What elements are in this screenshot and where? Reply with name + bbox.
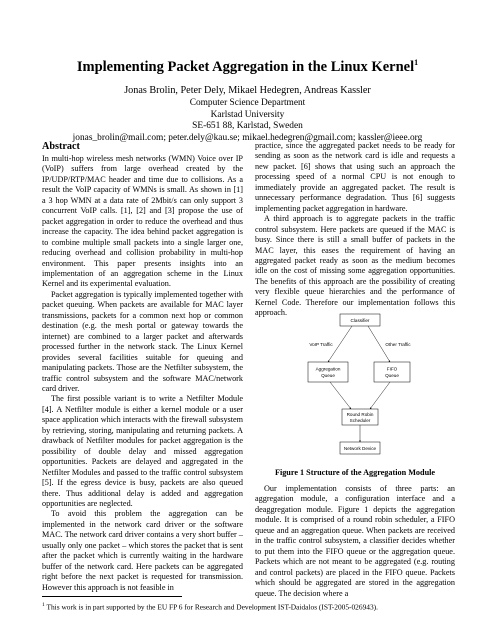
aggregation-to-scheduler-arrow [330,382,351,409]
body-paragraph: A third approach is to aggregate packets in the traffic control subsystem. Here packets are queued if the MAC is busy. Since there is still a small buffer of packets in the MAC layer, this eases the requirement of having an aggregated packet ready as soon as the medium becomes idle on the cost of missing some aggregation opportunities. The benefits of this approach are the possibility of creating very flexible queue hierarchies and the performance of Kernel Code. Therefore our implementation follows this approach. [255,214,455,318]
title-text: Implementing Packet Aggregation in the Linux Kernel [76,58,415,75]
affiliation [0,98,495,145]
left-column [42,141,243,593]
affiliation-emails: jonas_brolin@mail.com; peter.dely@kau.se; mikael.hedegren@gmail.com; kassler@ieee.org [72,133,423,144]
fifo-queue-label-2: Queue [385,373,399,378]
network-device-label: Network Device [343,445,377,451]
title-footnote-mark: 1 [414,58,419,67]
figure-caption: Figure 1 Structure of the Aggregation Module [274,468,436,477]
voip-traffic-label: VoIP Traffic [309,342,333,347]
affiliation-department: Computer Science Department [189,98,306,108]
affiliation-university: Karlstad University [210,109,285,120]
right-column [255,141,455,319]
aggregation-module-figure [278,310,428,464]
aggregation-queue-box [308,362,348,382]
body-paragraph: practice, since the aggregated packet needs to be ready for sending as soon as the network card is idle and requests a new packet. [6] shows that using such an approach the processing speed of a normal CPU is not enough to immediately provide an aggregated packet. The result is unnecessary performance degradation. Thus [6] suggests implementing packet aggregation in hardware. [255,141,455,213]
body-paragraph: The first possible variant is to write a Netfilter Module [4]. A Netfilter module is either a kernel module or a user space application which interacts with the firewall subsystem by retrieving, storing, manipulating and returning packets. A drawback of Netfilter modules for packet aggregation is the possibility of double delay and missed aggregation opportunities. Packets are delayed and aggregated in the Netfilter Modules and passed to the traffic control subsystem [5]. If the egress device is busy, packets are also queued there. Thus additional delay is added and aggregation opportunities are neglected. [42,394,243,508]
aggregation-queue-label-2: Queue [321,373,335,378]
scheduler-label-1: Round Robin [346,412,374,417]
right-column-continuation [255,484,455,599]
abstract-paragraph: In multi-hop wireless mesh networks (WMN) Voice over IP (VoIP) suffers from large overhead created by the IP/UDP/RTP/MAC header and time due to collisions. As a result the VoIP capacity of WMNs is small. As shown in [1] a 3 hop WMN at a data rate of 2Mbit/s can only support 3 concurrent VoIP calls. [1], [2] and [3] propose the use of packet aggregation in order to reduce the overhead and thus increase the capacity. The idea behind packet aggregation is to combine multiple small packets into a single larger one, reducing overhead and collision probability in multi-hop environment. This paper presents insights into an implementation of an aggregation scheme in the Linux Kernel and its experimental evaluation. [42,154,243,289]
affiliation-address: SE-651 88, Karlstad, Sweden [192,121,303,132]
authors: Jonas Brolin, Peter Dely, Mikael Hedegren, Andreas Kassler [124,85,371,96]
classifier-label: Classifier [350,317,370,323]
fifo-to-scheduler-arrow [370,382,390,409]
figure-diagram [278,310,428,464]
fifo-queue-label-1: FIFO [386,366,398,372]
paper-title [0,54,495,76]
scheduler-label-2: Scheduler [349,417,371,423]
footnote [42,601,462,611]
body-paragraph: To avoid this problem the aggregation can be implemented in the network card driver or the software MAC. The network card driver contains a very short buffer – usually only one packet – which stores the packet that is sent after the packet which is currently waiting in the hardware buffer of the network card. Here packets can be aggregated right before the next packet is requested for transmission. However this approach is not feasible in [42,509,243,592]
footnote-text: This work is in part supported by the EU FP 6 for Research and Development IST-Daidalos (IST-2005-026943). [46,602,378,612]
abstract-heading: Abstract [42,141,80,152]
body-paragraph: Packet aggregation is typically implemented together with packet queuing. When packets are available for MAC layer transmissions, packets for a common next hop or common destination (e.g. the mesh portal or gateway towards the internet) are combined to a larger packet and afterwards processed further in the network stack. The Linux Kernel provides several facilities suitable for queuing and manipulating packets. Those are the Netfilter subsystem, the traffic control subsystem and the software MAC/network card driver. [42,289,243,393]
aggregation-queue-label-1: Aggregation [315,366,341,372]
other-traffic-label: Other Traffic [385,342,411,347]
fifo-queue-box [374,362,410,382]
body-paragraph: Our implementation consists of three parts: an aggregation module, a configuration interface and a deaggregation module. Figure 1 depicts the aggregation module. It is comprised of a round robin scheduler, a FIFO queue and an aggregation queue. When packets are received in the traffic control subsystem, a classifier decides whether to put them into the FIFO queue or the aggregation queue. Packets which are not meant to be aggregated (e.g. routing and control packets) are placed in the FIFO queue. Packets which should be aggregated are stored in the aggregation queue. The decision where a [255,484,455,598]
footnote-rule [42,596,182,597]
footnote-mark: 1 [42,602,45,608]
